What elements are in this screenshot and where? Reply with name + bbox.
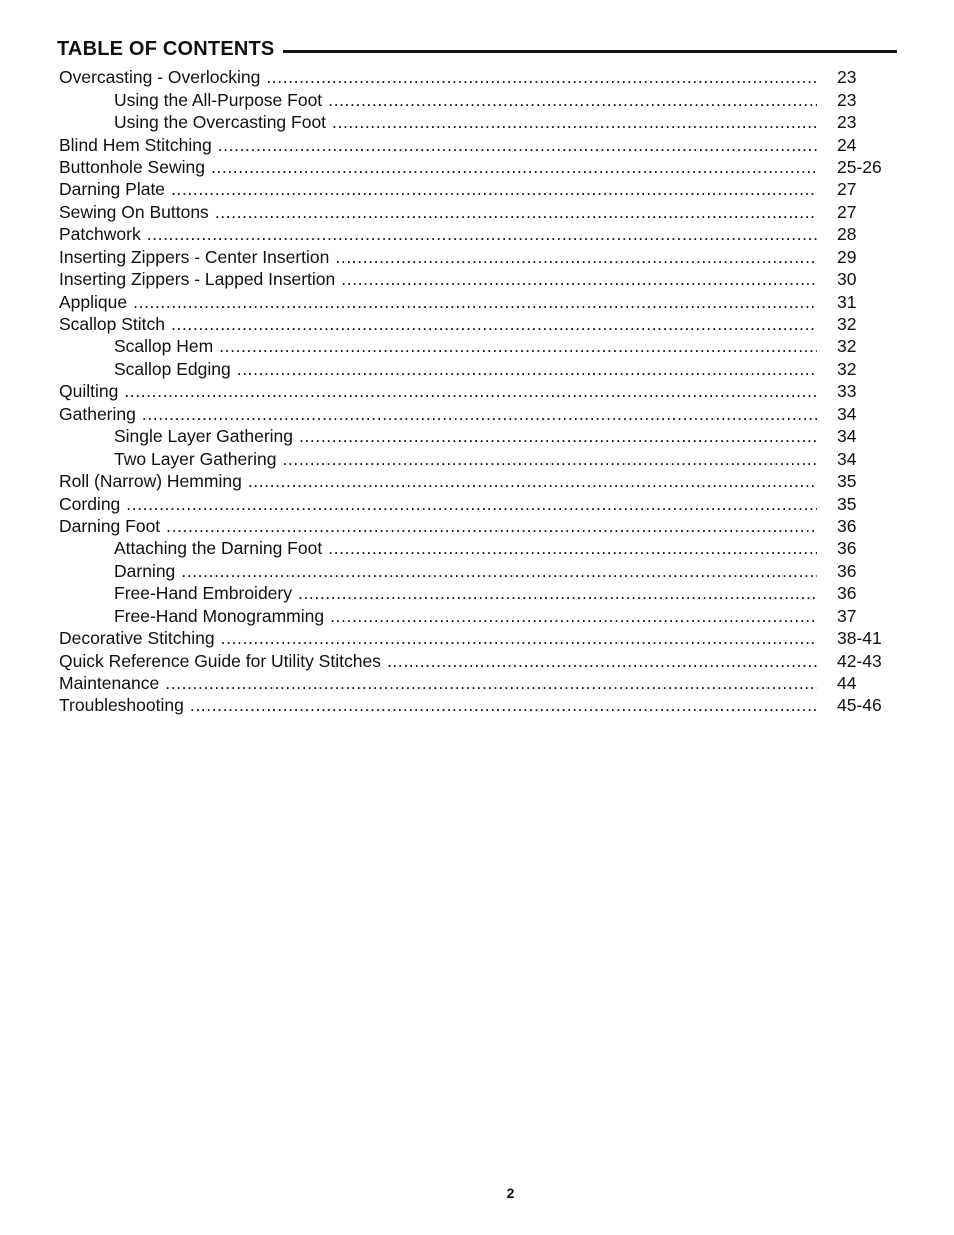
toc-entry-text bbox=[59, 694, 817, 716]
dot-leader bbox=[165, 672, 817, 694]
dot-leader bbox=[147, 223, 817, 245]
toc-entry-page: 23 bbox=[837, 89, 857, 110]
toc-entry bbox=[59, 201, 889, 223]
toc-entry bbox=[59, 335, 889, 357]
dot-leader bbox=[387, 650, 817, 672]
toc-entry-text bbox=[59, 223, 817, 245]
toc-entry bbox=[59, 246, 889, 268]
toc-entry-page: 32 bbox=[837, 358, 857, 379]
toc-entry-text bbox=[59, 605, 817, 627]
toc-entry-text bbox=[59, 425, 817, 447]
toc-entry-label: Using the All-Purpose Foot bbox=[114, 89, 323, 110]
toc-entry-text bbox=[59, 134, 817, 156]
toc-entry-label: Sewing On Buttons bbox=[59, 201, 209, 222]
toc-entry bbox=[59, 694, 889, 716]
toc-entry-text bbox=[59, 156, 817, 178]
toc-entry-page: 36 bbox=[837, 515, 857, 536]
toc-entry bbox=[59, 582, 889, 604]
toc-entry bbox=[59, 537, 889, 559]
toc-entry-label: Maintenance bbox=[59, 673, 160, 694]
toc-entry-label: Free-Hand Embroidery bbox=[114, 583, 292, 604]
toc-entry-label: Single Layer Gathering bbox=[114, 426, 293, 447]
dot-leader bbox=[330, 605, 817, 627]
dot-leader bbox=[266, 66, 817, 88]
toc-entry-text bbox=[59, 582, 817, 604]
toc-entry-page: 35 bbox=[837, 493, 857, 514]
toc-entry-label: Quilting bbox=[59, 381, 119, 402]
toc-entry-page: 34 bbox=[837, 448, 857, 469]
dot-leader bbox=[328, 89, 817, 111]
toc-entry bbox=[59, 515, 889, 537]
toc-entry-text bbox=[59, 89, 817, 111]
toc-entry bbox=[59, 156, 889, 178]
toc-entry-page: 37 bbox=[837, 605, 857, 626]
toc-entry-text bbox=[59, 560, 817, 582]
toc-entry bbox=[59, 605, 889, 627]
toc-entry-label: Darning bbox=[114, 560, 176, 581]
toc-entry-page: 45-46 bbox=[837, 695, 882, 716]
dot-leader bbox=[248, 470, 817, 492]
toc-entry-text bbox=[59, 515, 817, 537]
toc-entry bbox=[59, 290, 889, 312]
toc-entry-label: Applique bbox=[59, 291, 128, 312]
toc-entry bbox=[59, 627, 889, 649]
toc-entry-page: 36 bbox=[837, 538, 857, 559]
toc-entry-label: Quick Reference Guide for Utility Stitches bbox=[59, 650, 381, 671]
toc-entry-label: Buttonhole Sewing bbox=[59, 156, 205, 177]
toc-entry bbox=[59, 111, 889, 133]
toc-entry-text bbox=[59, 358, 817, 380]
dot-leader bbox=[171, 313, 817, 335]
dot-leader bbox=[219, 335, 817, 357]
toc-entry-label: Inserting Zippers - Lapped Insertion bbox=[59, 269, 336, 290]
toc-entry bbox=[59, 403, 889, 425]
toc-list bbox=[59, 66, 889, 717]
dot-leader bbox=[299, 425, 817, 447]
dot-leader bbox=[298, 582, 817, 604]
toc-entry bbox=[59, 672, 889, 694]
toc-entry-label: Inserting Zippers - Center Insertion bbox=[59, 246, 330, 267]
dot-leader bbox=[335, 246, 817, 268]
dot-leader bbox=[218, 134, 817, 156]
toc-entry-page: 38-41 bbox=[837, 628, 882, 649]
toc-entry-label: Overcasting - Overlocking bbox=[59, 67, 261, 88]
toc-entry-label: Scallop Hem bbox=[114, 336, 214, 357]
dot-leader bbox=[282, 448, 817, 470]
dot-leader bbox=[133, 291, 817, 313]
toc-entry-page: 42-43 bbox=[837, 650, 882, 671]
toc-entry-label: Cording bbox=[59, 493, 121, 514]
toc-entry-page: 25-26 bbox=[837, 156, 882, 177]
toc-entry-text bbox=[59, 627, 817, 649]
dot-leader bbox=[124, 380, 817, 402]
toc-entry-page: 27 bbox=[837, 179, 857, 200]
toc-entry-text bbox=[59, 335, 817, 357]
dot-leader bbox=[332, 111, 817, 133]
toc-entry-label: Troubleshooting bbox=[59, 695, 184, 716]
toc-entry-page: 34 bbox=[837, 403, 857, 424]
toc-entry-page: 32 bbox=[837, 336, 857, 357]
toc-entry-page: 24 bbox=[837, 134, 857, 155]
dot-leader bbox=[237, 358, 817, 380]
toc-entry-text bbox=[59, 178, 817, 200]
toc-entry-page: 27 bbox=[837, 201, 857, 222]
toc-entry-label: Free-Hand Monogramming bbox=[114, 605, 325, 626]
title-rule bbox=[283, 50, 897, 53]
toc-entry-label: Blind Hem Stitching bbox=[59, 134, 212, 155]
toc-entry-label: Using the Overcasting Foot bbox=[114, 112, 327, 133]
toc-entry-text bbox=[59, 291, 817, 313]
toc-entry bbox=[59, 560, 889, 582]
toc-entry-text bbox=[59, 201, 817, 223]
toc-entry-text bbox=[59, 493, 817, 515]
dot-leader bbox=[341, 268, 817, 290]
toc-entry-label: Darning Plate bbox=[59, 179, 166, 200]
toc-entry bbox=[59, 649, 889, 671]
toc-entry-text bbox=[59, 66, 817, 88]
toc-entry-text bbox=[59, 672, 817, 694]
dot-leader bbox=[166, 515, 817, 537]
toc-entry-page: 23 bbox=[837, 67, 857, 88]
toc-entry-page: 35 bbox=[837, 471, 857, 492]
toc-entry bbox=[59, 447, 889, 469]
toc-entry-text bbox=[59, 537, 817, 559]
toc-entry-label: Patchwork bbox=[59, 224, 141, 245]
dot-leader bbox=[328, 537, 817, 559]
dot-leader bbox=[190, 694, 817, 716]
toc-entry bbox=[59, 313, 889, 335]
dot-leader bbox=[171, 178, 817, 200]
toc-entry bbox=[59, 492, 889, 514]
toc-entry-page: 36 bbox=[837, 560, 857, 581]
page-title: TABLE OF CONTENTS bbox=[57, 38, 275, 60]
dot-leader bbox=[142, 403, 817, 425]
toc-entry-text bbox=[59, 448, 817, 470]
toc-entry-text bbox=[59, 650, 817, 672]
toc-entry bbox=[59, 380, 889, 402]
toc-entry-label: Two Layer Gathering bbox=[114, 448, 277, 469]
toc-entry-page: 28 bbox=[837, 224, 857, 245]
toc-entry-page: 36 bbox=[837, 583, 857, 604]
toc-entry bbox=[59, 358, 889, 380]
toc-entry-text bbox=[59, 111, 817, 133]
toc-entry-page: 30 bbox=[837, 269, 857, 290]
toc-entry bbox=[59, 268, 889, 290]
dot-leader bbox=[221, 627, 817, 649]
dot-leader bbox=[211, 156, 817, 178]
toc-entry-label: Gathering bbox=[59, 403, 136, 424]
toc-entry bbox=[59, 133, 889, 155]
toc-entry bbox=[59, 223, 889, 245]
toc-entry bbox=[59, 88, 889, 110]
toc-entry bbox=[59, 66, 889, 88]
toc-entry-label: Decorative Stitching bbox=[59, 628, 215, 649]
toc-entry bbox=[59, 470, 889, 492]
toc-entry-label: Attaching the Darning Foot bbox=[114, 538, 323, 559]
toc-entry-label: Scallop Edging bbox=[114, 358, 231, 379]
toc-entry-label: Darning Foot bbox=[59, 515, 161, 536]
toc-entry-text bbox=[59, 470, 817, 492]
toc-entry-page: 31 bbox=[837, 291, 857, 312]
toc-entry-text bbox=[59, 246, 817, 268]
toc-entry-page: 32 bbox=[837, 314, 857, 335]
toc-entry-page: 34 bbox=[837, 426, 857, 447]
toc-entry-page: 33 bbox=[837, 381, 857, 402]
toc-header bbox=[57, 33, 897, 61]
toc-entry-label: Scallop Stitch bbox=[59, 314, 166, 335]
toc-entry-page: 44 bbox=[837, 673, 857, 694]
page-number: 2 bbox=[506, 1185, 515, 1201]
toc-entry bbox=[59, 425, 889, 447]
toc-entry-text bbox=[59, 268, 817, 290]
toc-entry-label: Roll (Narrow) Hemming bbox=[59, 471, 242, 492]
toc-entry-page: 23 bbox=[837, 112, 857, 133]
toc-entry-text bbox=[59, 313, 817, 335]
dot-leader bbox=[126, 493, 817, 515]
toc-entry-page: 29 bbox=[837, 246, 857, 267]
toc-entry-text bbox=[59, 380, 817, 402]
dot-leader bbox=[181, 560, 817, 582]
toc-entry-text bbox=[59, 403, 817, 425]
toc-entry bbox=[59, 178, 889, 200]
dot-leader bbox=[215, 201, 817, 223]
